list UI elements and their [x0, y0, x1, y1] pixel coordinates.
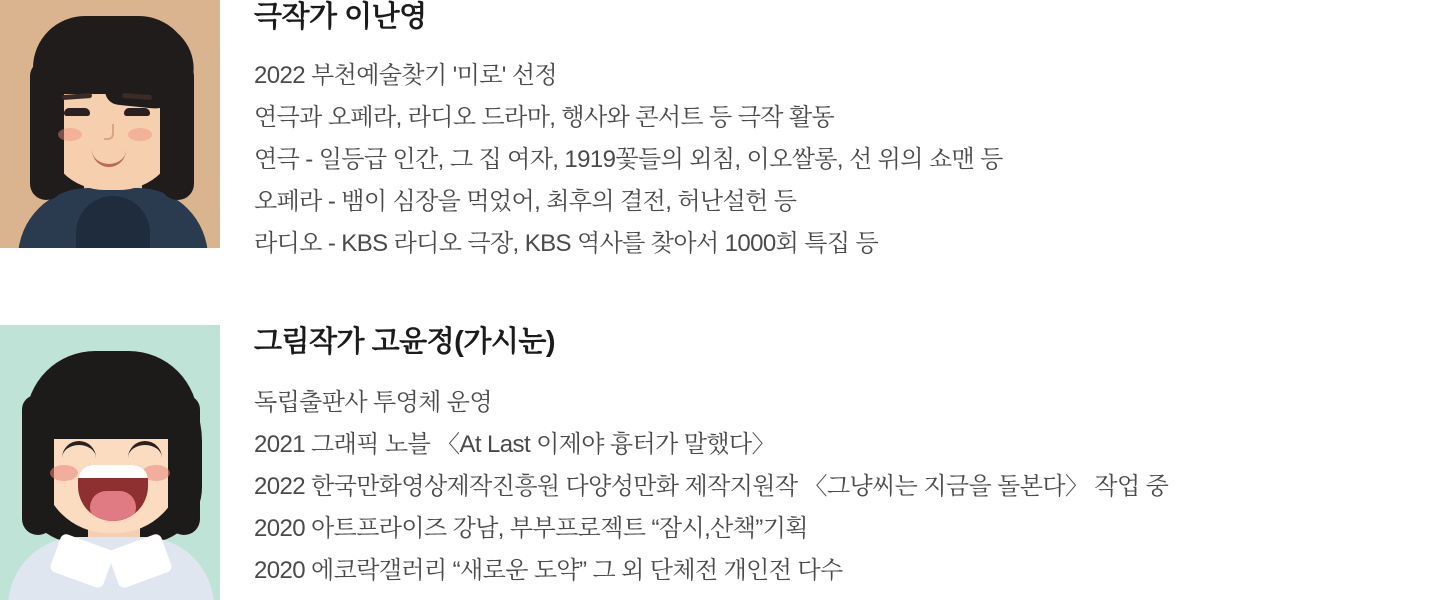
- hair-side-right-shape: [168, 395, 200, 535]
- artist-name: 그림작가 고윤정(가시눈): [254, 326, 556, 358]
- artist-credit-line: 2021 그래픽 노블 〈At Last 이제야 흉터가 말했다〉: [254, 430, 775, 458]
- artist-credit-line: 2022 한국만화영상제작진흥원 다양성만화 제작지원작 〈그냥씨는 지금을 돌본다〉 작업 중: [254, 472, 1169, 500]
- artist-text-column: [254, 325, 1444, 592]
- artist-profile-block: [0, 325, 1444, 600]
- artist-credit-line: 2022 부천예술찾기 '미로' 선정: [254, 61, 557, 89]
- eye-right-shape: [124, 108, 150, 116]
- cheek-left-shape: [50, 465, 78, 481]
- artist-credit-line: 연극 - 일등급 인간, 그 집 여자, 1919꽃들의 외침, 이오쌀롱, 선 위의 쇼맨 등: [254, 145, 1003, 173]
- artist-credit-line: 2020 에코락갤러리 “새로운 도약” 그 외 단체전 개인전 다수: [254, 556, 843, 584]
- artist-profile-block: [0, 0, 1444, 265]
- artist-credit-line: 2020 아트프라이즈 강남, 부부프로젝트 “잠시,산책”기획: [254, 514, 808, 542]
- artist-name: 극작가 이난영: [254, 1, 427, 33]
- artist-credit-line: 오페라 - 뱀이 심장을 먹었어, 최후의 결전, 허난설헌 등: [254, 187, 797, 215]
- artist-text-column: [254, 0, 1444, 265]
- portrait-lee-nan-young: [0, 0, 220, 248]
- artist-credit-line: 라디오 - KBS 라디오 극장, KBS 역사를 찾아서 1000회 특집 등: [254, 229, 879, 257]
- nose-shape: [104, 124, 114, 140]
- tongue-shape: [90, 491, 136, 521]
- cheek-right-shape: [128, 128, 152, 141]
- hair-side-left-shape: [22, 395, 54, 535]
- portrait-go-yoon-jung: [0, 325, 220, 600]
- cheek-left-shape: [58, 128, 82, 141]
- eye-left-shape: [64, 108, 90, 116]
- artist-credit-line: 독립출판사 투영체 운영: [254, 388, 492, 416]
- teeth-shape: [78, 465, 148, 478]
- artist-credit-line: 연극과 오페라, 라디오 드라마, 행사와 콘서트 등 극작 활동: [254, 103, 835, 131]
- hair-side-right-shape: [160, 60, 194, 200]
